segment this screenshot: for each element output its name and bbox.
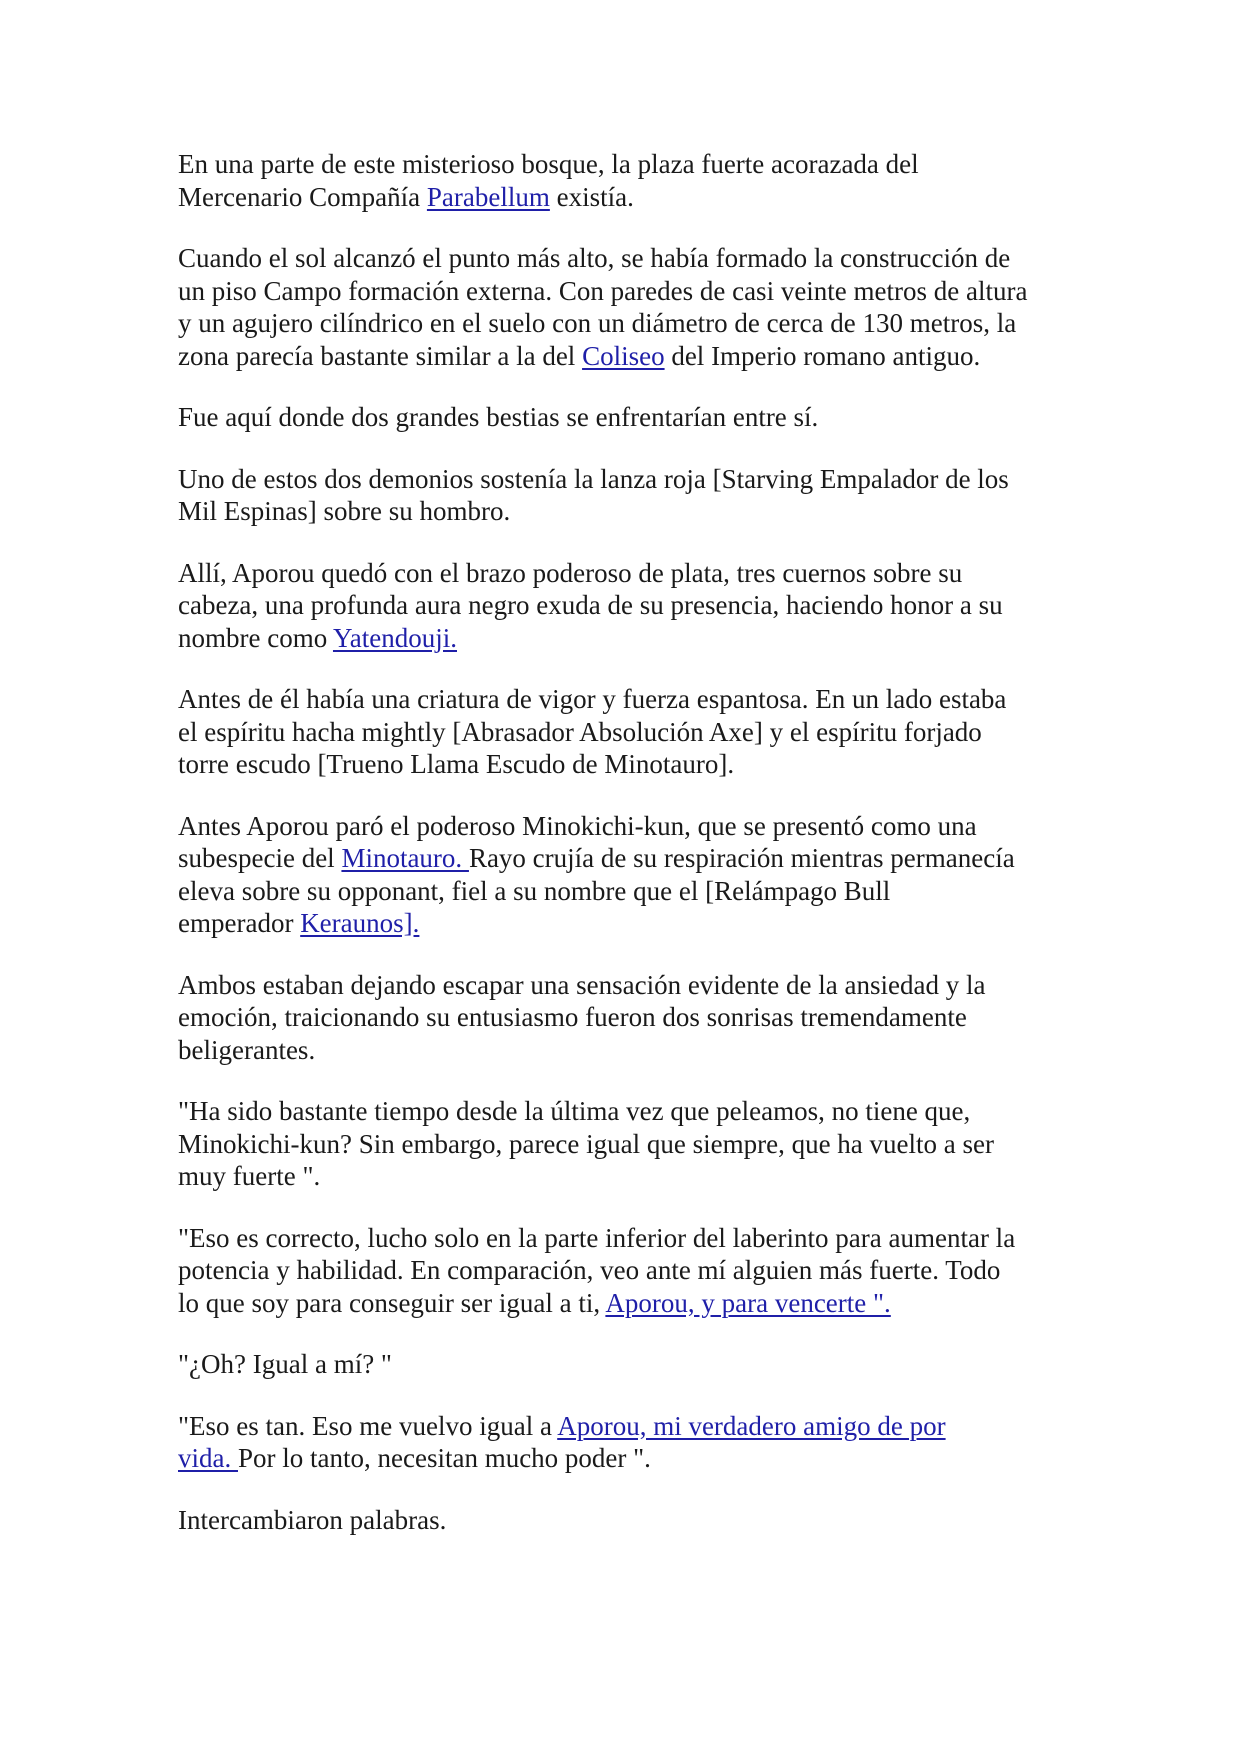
hyperlink[interactable]: vida. [178,1443,238,1473]
paragraph [178,1348,1088,1381]
text-span: emperador [178,908,301,938]
text-span: subespecie del [178,843,342,873]
text-line [178,716,1088,749]
paragraph [178,1504,1088,1537]
paragraph [178,1095,1088,1193]
hyperlink[interactable]: Aporou, y para vencerte ". [605,1287,891,1318]
text-line [178,1254,1088,1287]
text-span: potencia y habilidad. En comparación, veo ante mí alguien más fuerte. Todo [178,1255,1001,1285]
text-span: Mercenario Compañía [178,181,427,212]
text-span: cabeza, una profunda aura negro exuda de su presencia, haciendo honor a su [178,590,1003,620]
text-span: nombre como [178,622,333,653]
text-span: emoción, traicionando su entusiasmo fueron dos sonrisas tremendamente [178,1002,967,1032]
text-line [178,275,1088,308]
text-line [178,1287,1088,1320]
text-line [178,842,1088,875]
text-span: "Eso es tan. Eso me vuelvo igual a [178,1410,558,1441]
text-span: "¿Oh? Igual a mí? " [178,1349,392,1379]
text-span: "Eso es correcto, lucho solo en la parte inferior del laberinto para aumentar la [178,1222,1016,1253]
text-line [178,495,1088,528]
text-line [178,1222,1088,1255]
text-span: existía. [549,181,634,212]
hyperlink[interactable]: Parabellum [426,181,550,212]
text-span: En una parte de este misterioso bosque, la plaza fuerte acorazada del [178,149,919,179]
paragraph [178,969,1088,1067]
paragraph [178,463,1088,528]
text-line [178,622,1088,655]
paragraph [178,1410,1088,1475]
text-span: Uno de estos dos demonios sostenía la lanza roja [Starving Empalador de los [178,463,1009,494]
text-line [178,875,1088,908]
text-span: Ambos estaban dejando escapar una sensación evidente de la ansiedad y la [178,969,986,1000]
hyperlink[interactable]: Minotauro. [341,843,469,873]
text-line [178,748,1088,781]
text-span: Antes de él había una criatura de vigor y fuerza espantosa. En un lado estaba [178,684,1007,714]
text-span: "Ha sido bastante tiempo desde la última vez que peleamos, no tiene que, [178,1096,971,1126]
text-span: del Imperio romano antiguo. [664,340,981,371]
text-line [178,1034,1088,1067]
text-span: Minokichi-kun? Sin embargo, parece igual que siempre, que ha vuelto a ser [178,1128,994,1159]
text-span: eleva sobre su opponant, fiel a su nombre que el [Relámpago Bull [178,875,891,906]
paragraph [178,683,1088,781]
text-line [178,1095,1088,1128]
text-span: muy fuerte ". [178,1161,321,1191]
text-span: Antes Aporou paró el poderoso Minokichi-kun, que se presentó como una [178,810,977,841]
text-line [178,242,1088,275]
text-line [178,810,1088,843]
text-line [178,1410,1088,1443]
document-page [178,148,1088,1565]
text-span: Mil Espinas] sobre su hombro. [178,496,511,526]
text-line [178,307,1088,340]
hyperlink[interactable]: Keraunos]. [300,908,420,938]
text-line [178,1001,1088,1034]
text-line [178,1504,1088,1537]
paragraph [178,557,1088,655]
text-span: Intercambiaron palabras. [178,1504,447,1535]
hyperlink[interactable]: Aporou, mi verdadero amigo de por [557,1410,946,1441]
text-line [178,557,1088,590]
text-span: Rayo crujía de su respiración mientras permanecía [468,843,1015,873]
text-span: Allí, Aporou quedó con el brazo poderoso de plata, tres cuernos sobre su [178,557,963,588]
text-line [178,1442,1088,1475]
hyperlink[interactable]: Coliseo [582,340,665,371]
text-span: el espíritu hacha mightly [Abrasador Absolución Axe] y el espíritu forjado [178,716,982,747]
text-line [178,148,1088,181]
text-line [178,1128,1088,1161]
text-span: lo que soy para conseguir ser igual a ti, [178,1287,606,1318]
text-line [178,907,1088,940]
text-span: Fue aquí donde dos grandes bestias se enfrentarían entre sí. [178,402,819,432]
paragraph [178,810,1088,940]
text-span: torre escudo [Trueno Llama Escudo de Minotauro]. [178,749,735,779]
text-line [178,463,1088,496]
hyperlink[interactable]: Yatendouji. [332,622,457,653]
text-span: beligerantes. [178,1034,316,1065]
text-line [178,181,1088,214]
text-span: Cuando el sol alcanzó el punto más alto, se había formado la construcción de [178,243,1011,273]
text-line [178,1160,1088,1193]
text-line [178,340,1088,373]
text-span: Por lo tanto, necesitan mucho poder ". [238,1443,651,1473]
paragraph [178,242,1088,372]
text-line [178,589,1088,622]
paragraph [178,401,1088,434]
text-span: un piso Campo formación externa. Con paredes de casi veinte metros de altura [178,275,1028,306]
text-line [178,1348,1088,1381]
text-span: y un agujero cilíndrico en el suelo con un diámetro de cerca de 130 metros, la [178,308,1017,338]
text-line [178,683,1088,716]
paragraph [178,148,1088,213]
text-line [178,969,1088,1002]
text-span: zona parecía bastante similar a la del [178,340,583,371]
paragraph [178,1222,1088,1320]
text-line [178,401,1088,434]
